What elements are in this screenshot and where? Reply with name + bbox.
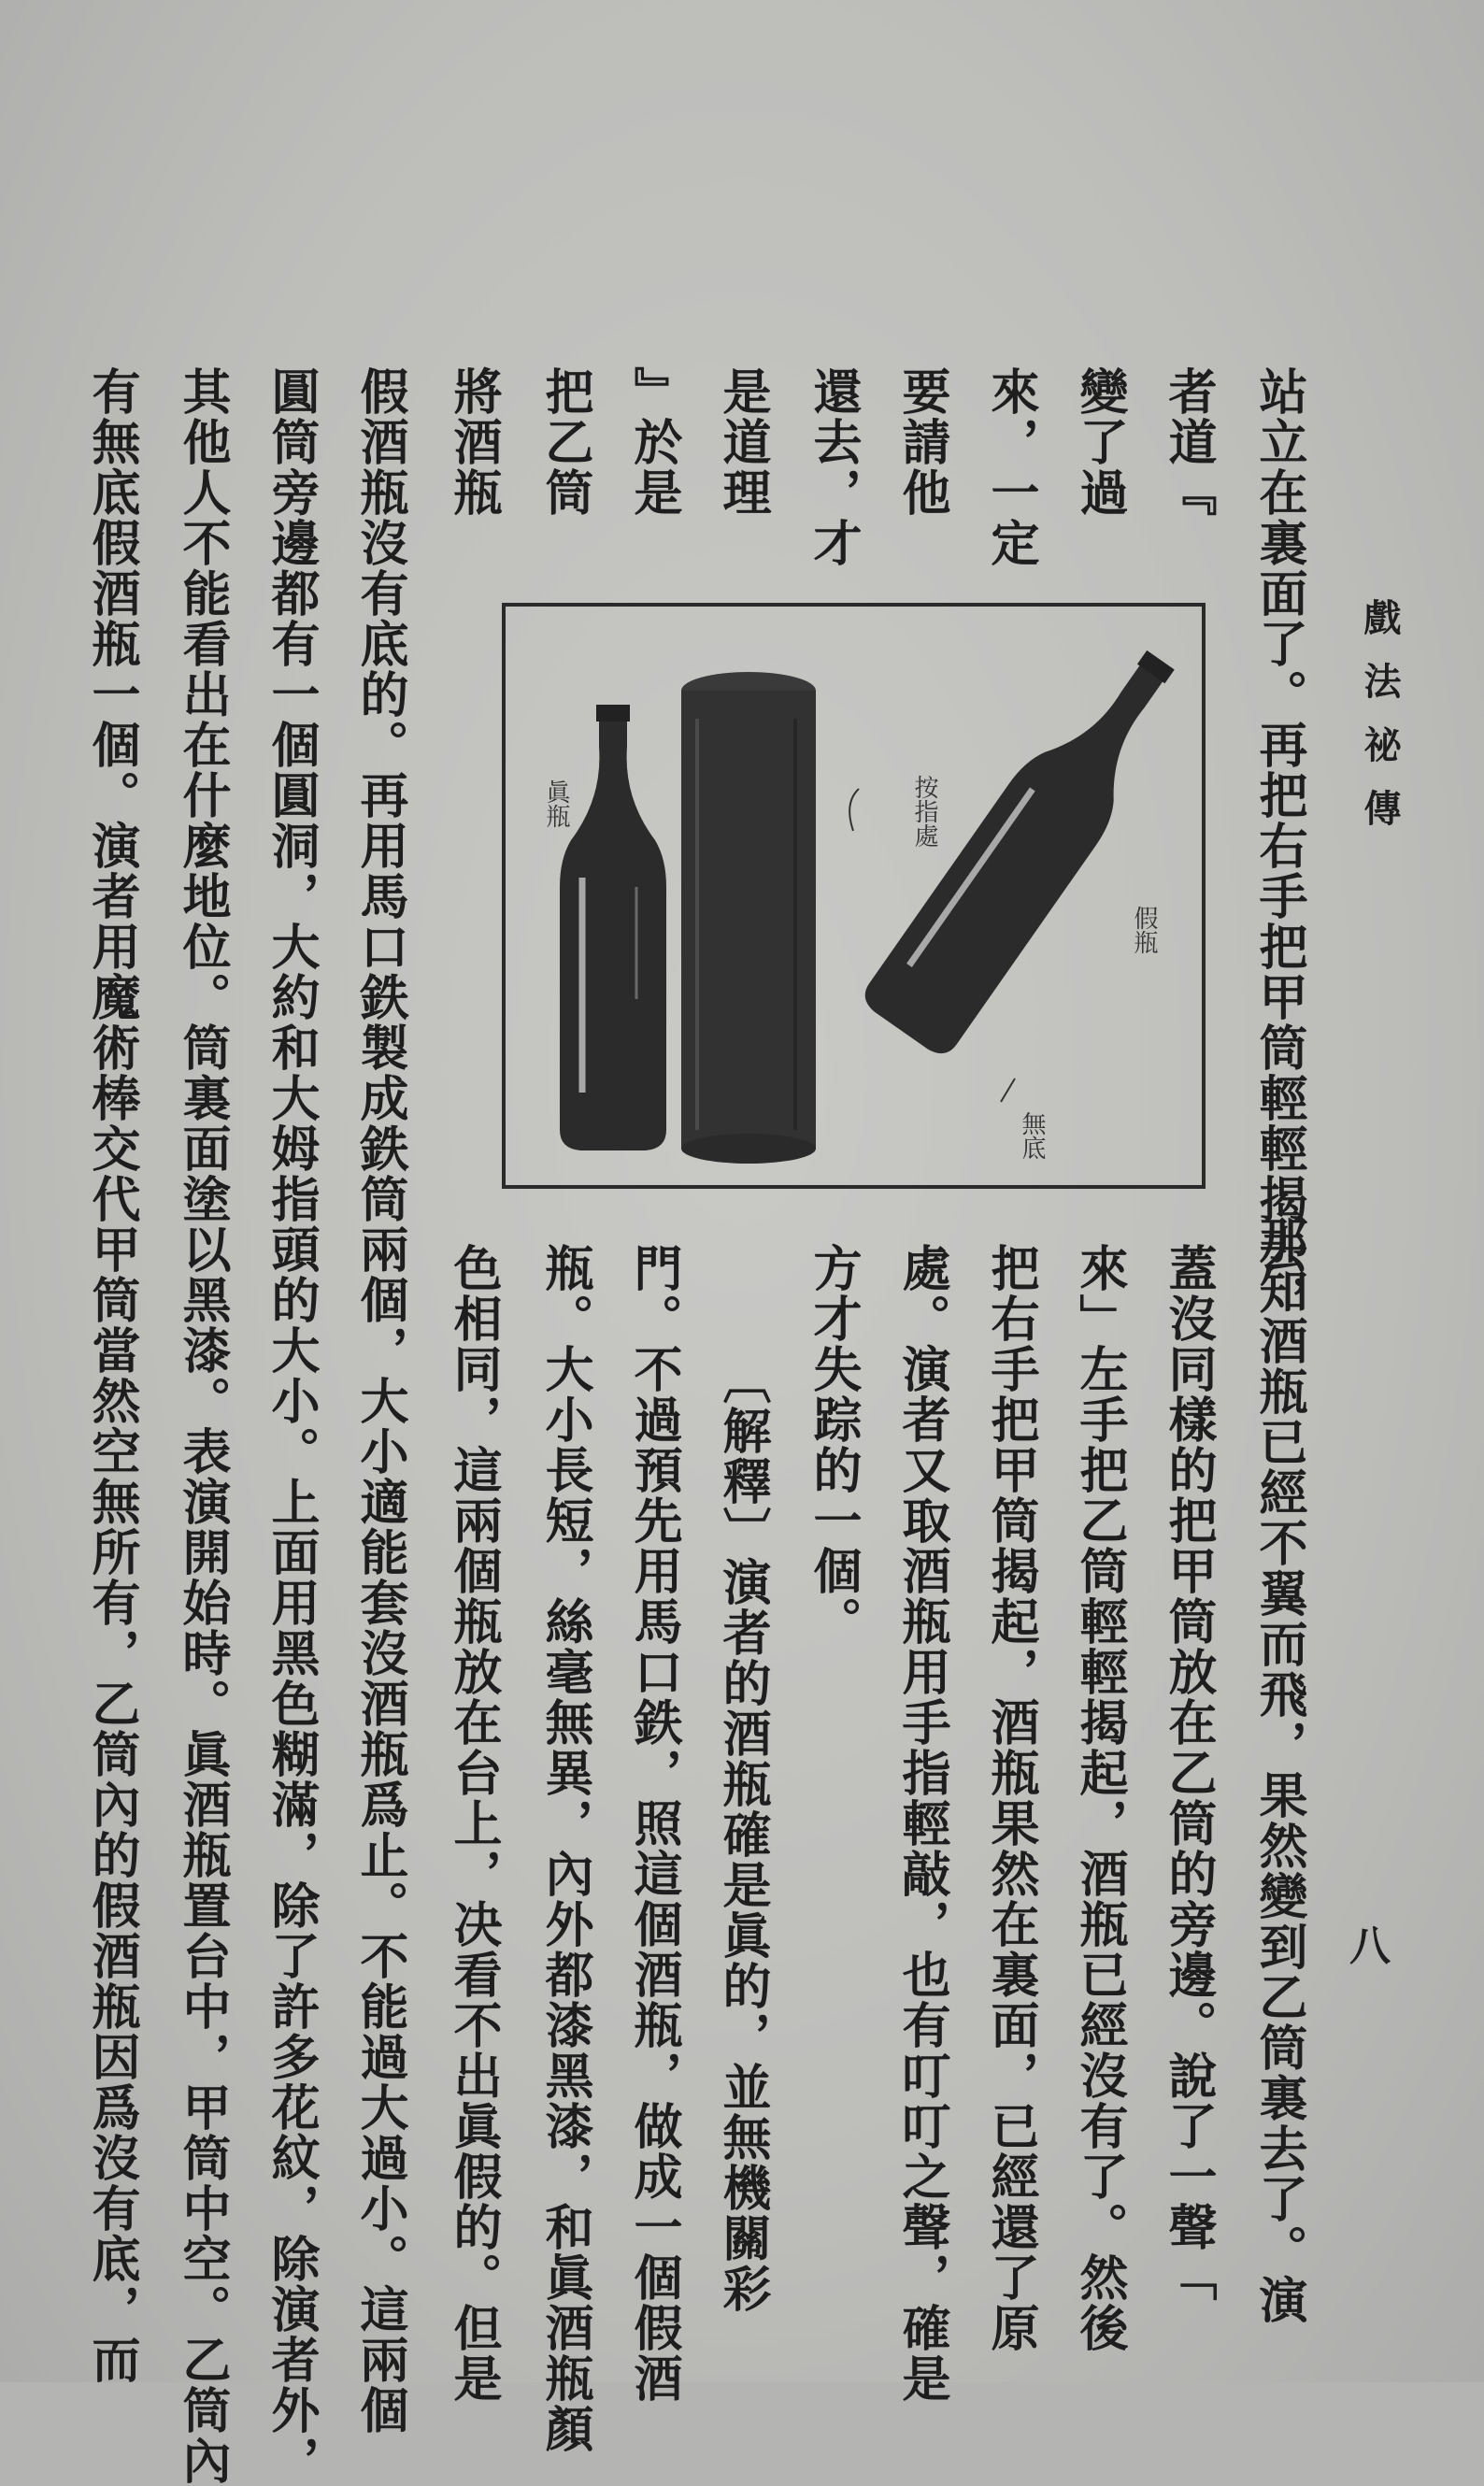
text-column: 把乙筒 [536, 366, 593, 518]
label-real-bottle: 眞瓶 [542, 779, 570, 828]
text-column: 者道『 [1160, 366, 1217, 518]
bottle-illustration [502, 603, 1206, 1189]
text-column: 方才失踪的一個。 [805, 1243, 862, 1647]
text-column: 是道理 [714, 366, 771, 518]
page-header-title: 戲法祕傳 [1358, 598, 1402, 852]
text-column: 處。演者又取酒瓶用手指輕敲，也有叮叮之聲，確是 [893, 1243, 950, 2404]
text-column: 其他人不能看出在什麼地位。筒裏面塗以黑漆。表演開始時。眞酒瓶置台中，甲筒中空。乙筒內 [174, 366, 231, 2486]
text-column: 〔解釋〕演者的酒瓶確是眞的，並無機關彩 [714, 1355, 771, 2314]
text-column: 把右手把甲筒揭起，酒瓶果然在裏面，已經還了原 [982, 1243, 1039, 2353]
metal-cylinder-drawing [681, 672, 816, 1164]
text-column: 蓋沒同樣的把甲筒放在乙筒的旁邊。說了一聲「 [1160, 1243, 1217, 2303]
text-column: 瓶。大小長短，絲毫無異，內外都漆黑漆，和眞酒瓶顏 [536, 1243, 593, 2454]
text-column: 有無底假酒瓶一個。演者用魔術棒交代甲筒當然空無所有，乙筒內的假酒瓶因爲沒有底，而 [83, 366, 140, 2385]
text-column: 站立在裏面了。再把右手把甲筒輕輕揭去， [1250, 366, 1307, 1325]
text-column: 那知酒瓶已經不翼而飛，果然變到乙筒裏去了。演 [1250, 1215, 1307, 2325]
text-column: 色相同，這兩個瓶放在台上，决看不出眞假的。但是 [445, 1243, 502, 2404]
page-number: 八 [1349, 1922, 1391, 1970]
real-bottle-drawing [560, 705, 666, 1150]
label-no-bottom: 無底 [1018, 1111, 1046, 1160]
text-column: 來，一定 [982, 366, 1039, 568]
label-fake-bottle: 假瓶 [1130, 906, 1158, 954]
text-column: 要請他 [893, 366, 950, 518]
text-column: 圓筒旁邊都有一個圓洞，大約和大姆指頭的大小。上面用黑色糊滿，除了許多花紋，除演者外， [263, 366, 320, 2486]
label-finger-hole: 按指處 [910, 775, 938, 848]
text-column: 』於是 [625, 366, 682, 518]
text-column: 將酒瓶 [445, 366, 502, 518]
text-column: 來」左手把乙筒輕輕揭起，酒瓶已經沒有了。然後 [1071, 1243, 1128, 2353]
text-column: 還去，才 [805, 366, 862, 568]
text-column: 假酒瓶沒有底的。再用馬口鉄製成鉄筒兩個，大小適能套沒酒瓶爲止。不能過大過小。這兩個 [351, 366, 408, 2436]
text-column: 門。不過預先用馬口鉄，照這個酒瓶，做成一個假酒 [625, 1243, 682, 2404]
text-column: 變了過 [1071, 366, 1128, 518]
